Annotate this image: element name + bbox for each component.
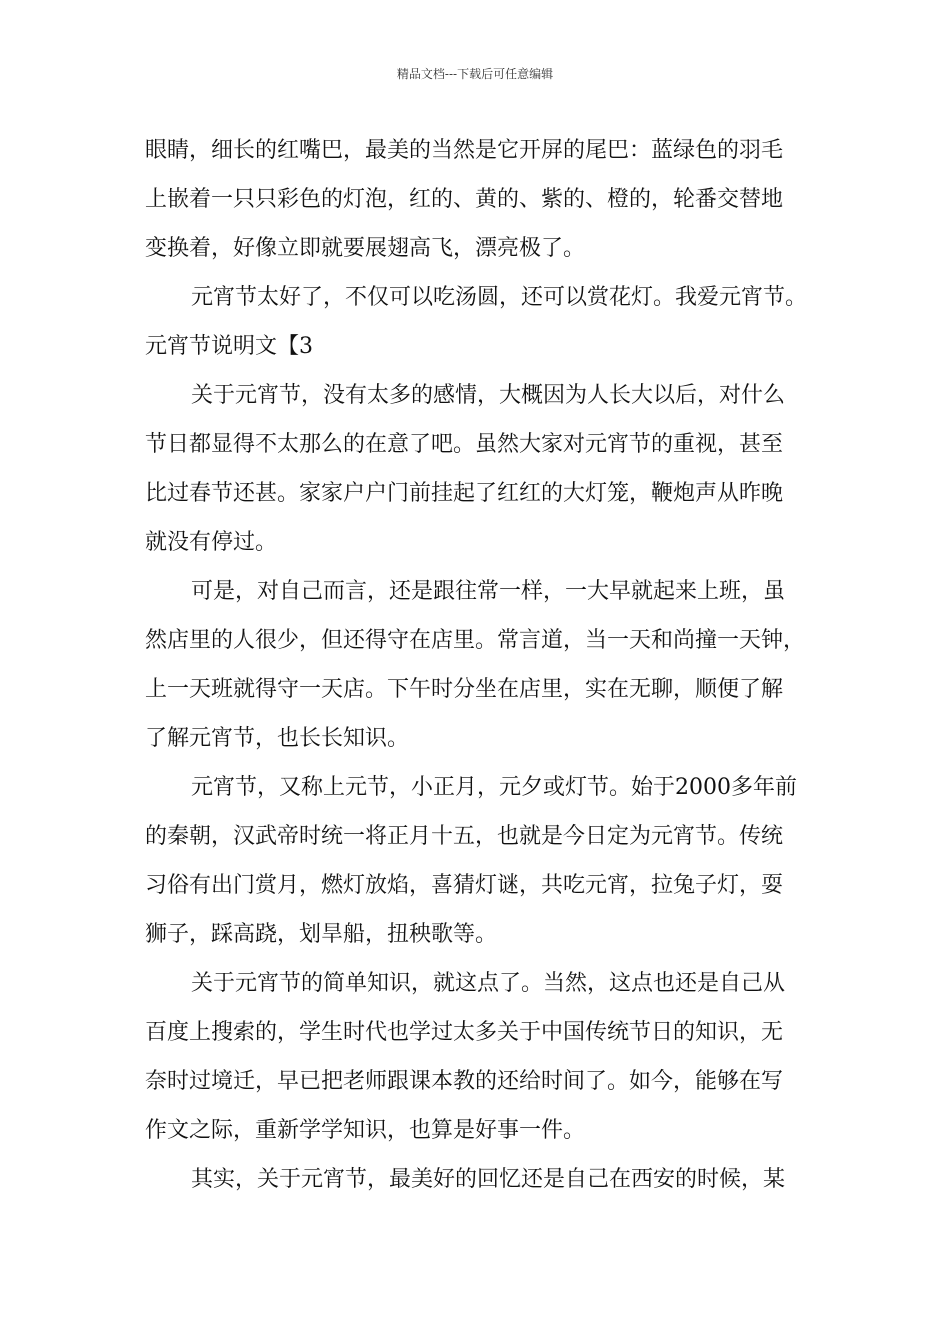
text-line: 的秦朝，汉武帝时统一将正月十五，也就是今日定为元宵节。传统 bbox=[145, 824, 784, 849]
text-line: 元宵节太好了，不仅可以吃汤圆，还可以赏花灯。我爱元宵节。 bbox=[191, 285, 808, 310]
paragraph bbox=[145, 273, 815, 322]
document-body bbox=[145, 126, 815, 1204]
text-line: 节日都显得不太那么的在意了吧。虽然大家对元宵节的重视，甚至 bbox=[145, 432, 784, 457]
text-line: 可是，对自己而言，还是跟往常一样，一大早就起来上班，虽 bbox=[191, 579, 786, 604]
paragraph bbox=[145, 763, 815, 959]
text-line: 了解元宵节，也长长知识。 bbox=[145, 726, 410, 751]
page-header: 精品文档---下载后可任意编辑 bbox=[396, 67, 554, 81]
text-line: 上一天班就得守一天店。下午时分坐在店里，实在无聊，顺便了解 bbox=[145, 677, 784, 702]
text-line: 其实，关于元宵节，最美好的回忆还是自己在西安的时候，某 bbox=[191, 1167, 786, 1192]
text-line: 狮子，踩高跷，划旱船，扭秧歌等。 bbox=[145, 922, 498, 947]
paragraph bbox=[145, 567, 815, 763]
text-line: 作文之际，重新学学知识，也算是好事一件。 bbox=[145, 1118, 586, 1143]
text-line: 习俗有出门赏月，燃灯放焰，喜猜灯谜，共吃元宵，拉兔子灯，耍 bbox=[145, 873, 784, 898]
text-line: 就没有停过。 bbox=[145, 530, 278, 555]
text-line: 变换着，好像立即就要展翅高飞，漂亮极了。 bbox=[145, 236, 586, 261]
text-line: 比过春节还甚。家家户户门前挂起了红红的大灯笼，鞭炮声从昨晚 bbox=[145, 481, 784, 506]
text-line: 然店里的人很少，但还得守在店里。常言道，当一天和尚撞一天钟， bbox=[145, 628, 806, 653]
text-line: 眼睛，细长的红嘴巴，最美的当然是它开屏的尾巴：蓝绿色的羽毛 bbox=[145, 138, 784, 163]
text-line: 元宵节说明文【3 bbox=[145, 334, 313, 359]
text-line: 百度上搜索的，学生时代也学过太多关于中国传统节日的知识，无 bbox=[145, 1020, 784, 1045]
paragraph bbox=[145, 1155, 815, 1204]
paragraph bbox=[145, 126, 815, 273]
text-line: 元宵节，又称上元节，小正月，元夕或灯节。始于2000多年前 bbox=[191, 775, 797, 800]
text-line: 上嵌着一只只彩色的灯泡，红的、黄的、紫的、橙的，轮番交替地 bbox=[145, 187, 784, 212]
paragraph bbox=[145, 959, 815, 1155]
paragraph bbox=[145, 371, 815, 567]
text-line: 关于元宵节的简单知识，就这点了。当然，这点也还是自己从 bbox=[191, 971, 786, 996]
text-line: 奈时过境迁，早已把老师跟课本教的还给时间了。如今，能够在写 bbox=[145, 1069, 784, 1094]
section-title bbox=[145, 322, 815, 371]
text-line: 关于元宵节，没有太多的感情，大概因为人长大以后，对什么 bbox=[191, 383, 786, 408]
